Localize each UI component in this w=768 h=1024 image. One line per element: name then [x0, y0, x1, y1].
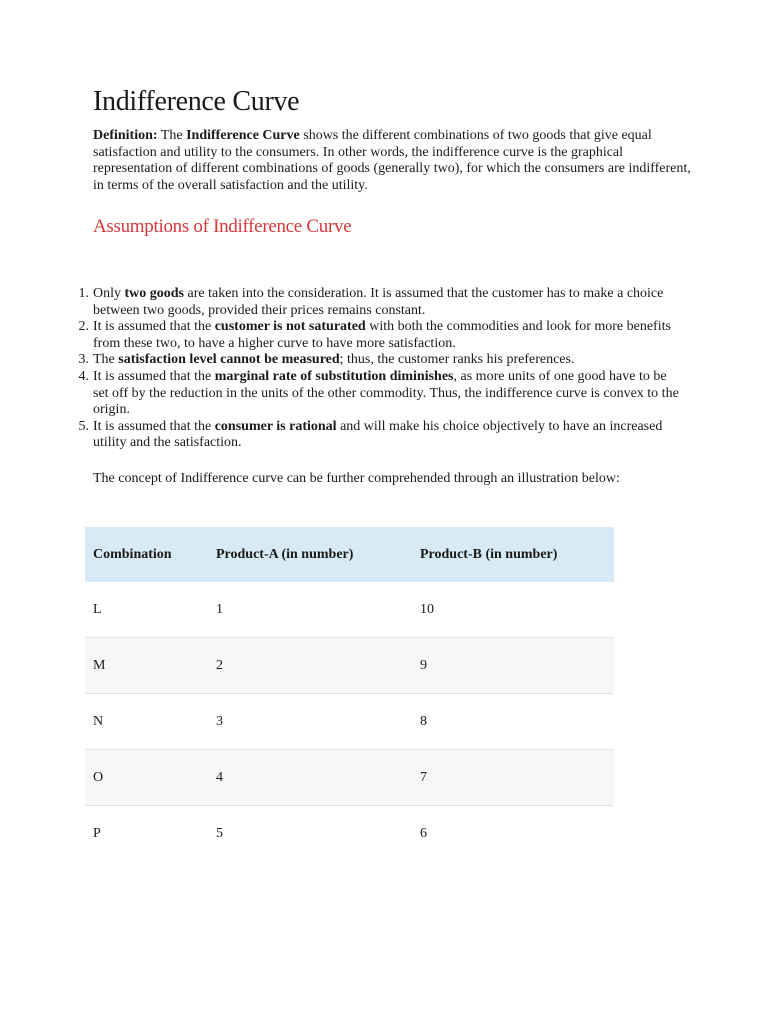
table-row — [85, 694, 614, 750]
table-row — [85, 638, 614, 694]
list-item — [78, 418, 683, 452]
definition-text-1: The — [157, 128, 187, 143]
column-header-product-a: Product-A (in number) — [208, 527, 412, 582]
table-cell: 2 — [208, 638, 412, 694]
list-item-bold: marginal rate of substitution diminishes — [214, 368, 454, 384]
definition-term: Indifference Curve — [186, 128, 300, 143]
table-row — [85, 750, 614, 806]
table-cell: 1 — [208, 582, 412, 638]
list-item-bold: consumer is rational — [214, 418, 337, 434]
list-item-number: 4. — [78, 368, 89, 384]
table-cell: P — [93, 825, 101, 841]
table-cell: 5 — [216, 825, 223, 841]
list-item — [78, 319, 683, 352]
table-cell: 6 — [420, 825, 427, 841]
assumptions-list — [78, 286, 683, 452]
table-cell: 9 — [412, 638, 614, 694]
table-row — [85, 806, 614, 862]
list-item — [78, 352, 683, 369]
list-item-text: are taken into the consideration. It is assumed that the customer has to make a choice between two goods, provided their prices remains constant. — [93, 286, 664, 318]
list-item-text: The — [93, 352, 119, 368]
list-item-bold: satisfaction level cannot be measured — [118, 352, 340, 368]
list-item — [78, 286, 683, 319]
list-item-bold: two goods — [124, 286, 185, 301]
list-item-bold: customer is not saturated — [214, 319, 366, 335]
list-item-text: It is assumed that the — [93, 418, 215, 434]
table-cell: 4 — [208, 750, 412, 806]
table-cell: 8 — [412, 694, 614, 750]
list-item-text: , as more units of one good have to be set off by the reduction in the units of the other commodity. Thus, the indifference curve is convex to the origin. — [93, 368, 679, 418]
column-header-combination: Combination — [85, 527, 208, 582]
list-item-text: with both the commodities and look for more benefits from these two, to have a higher curve to have more satisfaction. — [93, 319, 671, 351]
list-item-number: 2. — [78, 319, 89, 335]
list-item-text: It is assumed that the — [93, 368, 215, 384]
table-row — [85, 582, 614, 638]
table-cell: 3 — [208, 694, 412, 750]
column-header-product-b: Product-B (in number) — [412, 527, 614, 582]
concept-paragraph: The concept of Indifference curve can be further comprehended through an illustration below: — [93, 471, 620, 486]
table-cell: L — [85, 582, 208, 638]
list-item-text: ; thus, the customer ranks his preferences. — [339, 352, 575, 368]
list-item — [78, 368, 683, 419]
definition-text-2: shows the different combinations of two goods that give equal satisfaction and utility to the consumers. In other words, the indifference curve is the graphical representation of different combinations of goods (generally two), for which the consumers are indifferent, in terms of the overall satisfaction and the utility. — [93, 128, 691, 193]
table-header-row — [85, 527, 614, 582]
list-item-text: Only — [93, 286, 125, 301]
list-item-number: 3. — [78, 352, 89, 368]
table-cell: O — [85, 750, 208, 806]
table-cell: N — [85, 694, 208, 750]
definition-paragraph — [93, 128, 693, 194]
list-item-number: 5. — [78, 418, 89, 434]
list-item-text: It is assumed that the — [93, 319, 215, 335]
combination-table — [85, 527, 614, 861]
page-title: Indifference Curve — [93, 86, 300, 117]
definition-label: Definition: — [93, 128, 158, 143]
table-cell: 7 — [412, 750, 614, 806]
assumptions-heading: Assumptions of Indifference Curve — [93, 216, 352, 237]
list-item-text: and will make his choice objectively to have an increased utility and the satisfaction. — [93, 418, 663, 451]
table-cell: M — [85, 638, 208, 694]
table-cell: 10 — [412, 582, 614, 638]
list-item-number: 1. — [78, 286, 89, 301]
